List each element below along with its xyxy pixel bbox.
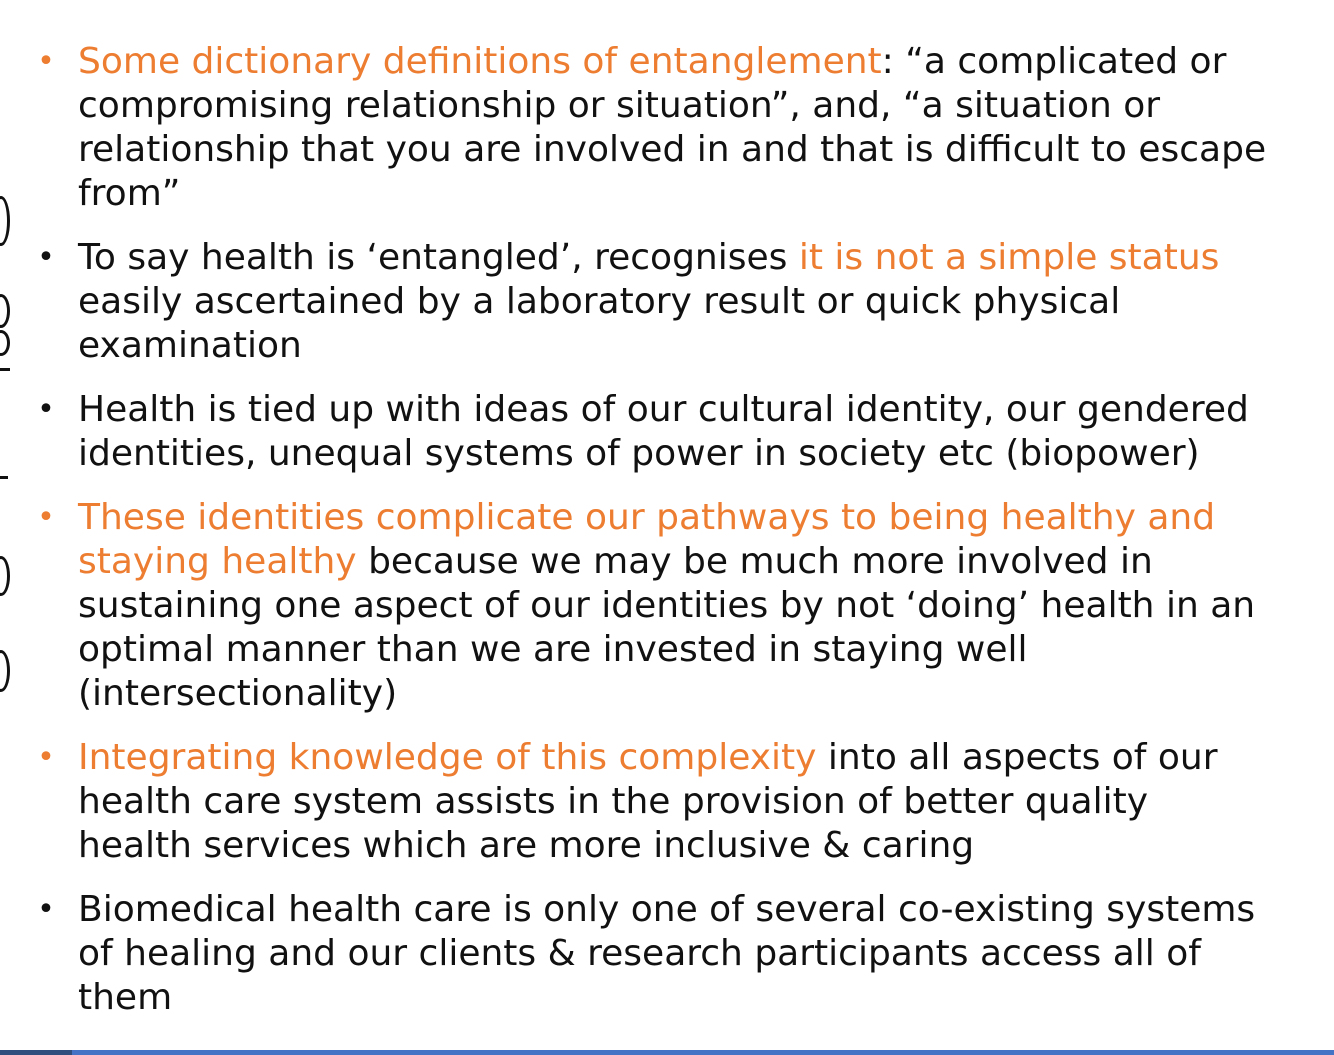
body-text: into all aspects of our health care system assists in the provision of better quality health services which are more inclusive & caring — [78, 737, 1218, 866]
highlight-text: Some dictionary definitions of entanglement — [78, 41, 882, 82]
body-text: because we may be much more involved in sustaining one aspect of our identities by not ‘doing’ health in an optimal manner than we are invested in staying well (intersectionality) — [78, 541, 1256, 714]
bullet-marker: • — [37, 392, 55, 427]
bullet-marker: • — [37, 740, 55, 775]
title-glyph-fragment — [0, 650, 10, 692]
bullet-item — [36, 236, 1272, 368]
body-text: easily ascertained by a laboratory result or quick physical examination — [78, 281, 1121, 366]
body-text: Health is tied up with ideas of our cultural identity, our gendered identities, unequal systems of power in society etc (biopower) — [78, 389, 1249, 474]
highlight-text: These identities complicate our pathways to being healthy and staying healthy — [78, 497, 1216, 582]
bullet-marker: • — [37, 240, 55, 275]
bullet-item — [36, 888, 1272, 1020]
footer-accent-bar — [0, 1050, 1334, 1055]
bullet-item — [36, 736, 1272, 868]
cropped-vertical-title — [0, 0, 14, 1055]
footer-accent-segment — [0, 1050, 72, 1055]
bullet-marker: • — [37, 892, 55, 927]
title-glyph-fragment — [0, 330, 10, 356]
highlight-text: it is not a simple status — [798, 237, 1220, 278]
body-text: To say health is ‘entangled’, recognises — [78, 237, 799, 278]
title-glyph-fragment — [0, 556, 10, 596]
highlight-text: Integrating knowledge of this complexity — [78, 737, 817, 778]
bullet-item — [36, 40, 1272, 216]
body-text: : “a complicated or compromising relationship or situation”, and, “a situation or relationship that you are involved in and that is difficult to escape from” — [78, 41, 1267, 214]
bullet-marker: • — [37, 44, 55, 79]
bullet-item — [36, 496, 1272, 716]
title-glyph-fragment — [0, 196, 10, 246]
title-glyph-fragment — [0, 294, 10, 328]
bullet-item — [36, 388, 1272, 476]
body-text: Biomedical health care is only one of several co-existing systems of healing and our clients & research participants access all of them — [78, 889, 1256, 1018]
title-glyph-fragment — [0, 368, 10, 371]
bullet-marker: • — [37, 500, 55, 535]
bullet-list — [36, 40, 1272, 1020]
title-glyph-fragment — [0, 476, 8, 479]
